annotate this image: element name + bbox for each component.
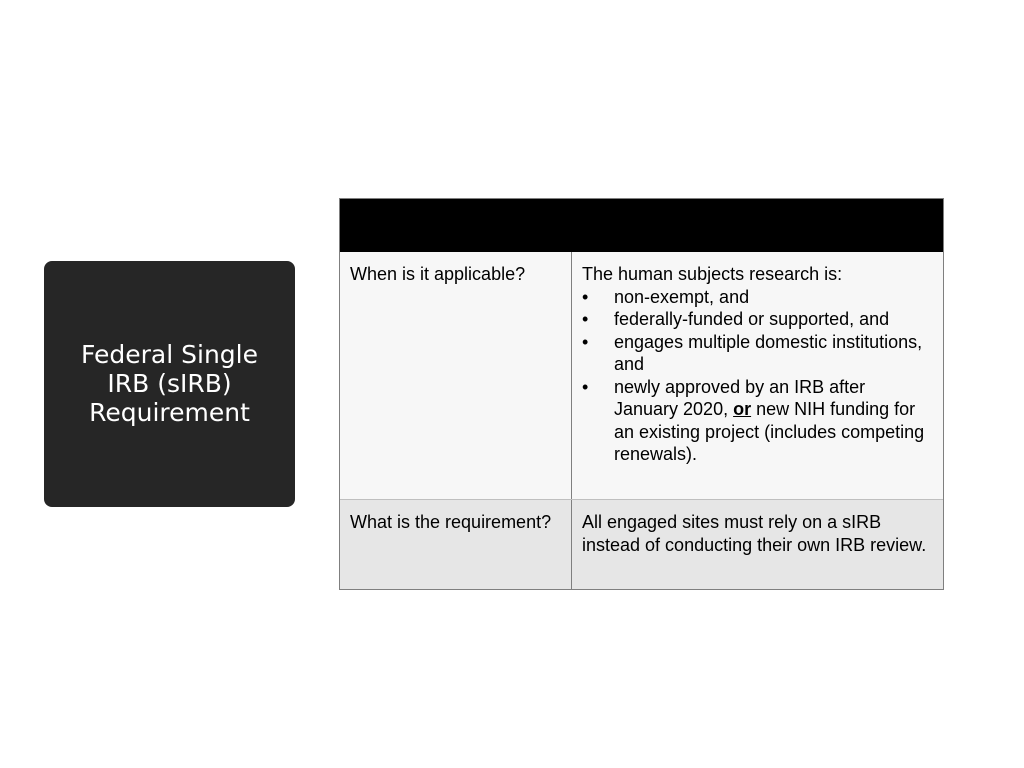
table-header [340, 199, 943, 252]
question-cell: What is the requirement? [340, 500, 572, 589]
title-box [44, 261, 295, 507]
table-row-applicability [340, 252, 943, 499]
answer-cell: All engaged sites must rely on a sIRB instead of conducting their own IRB review. [582, 512, 927, 555]
list-item-text-before: newly approved by an IRB after January 2020, [614, 376, 866, 419]
list-item [582, 376, 933, 466]
list-item [582, 286, 933, 309]
list-item-text-after: new NIH funding for an existing project (includes competing renewals). [614, 399, 925, 464]
question-cell: When is it applicable? [340, 252, 572, 499]
bullet-icon: • [582, 331, 589, 352]
or-emphasis: or [733, 399, 752, 419]
answer-intro: The human subjects research is: [582, 264, 843, 284]
list-item-text [614, 377, 924, 465]
list-item-text: federally-funded or supported, and [614, 309, 890, 329]
list-item-text: engages multiple domestic institutions, and [614, 331, 923, 374]
bullet-icon: • [582, 286, 589, 307]
list-item [582, 308, 933, 331]
answer-cell [572, 252, 943, 499]
slide-title: Federal Single IRB (sIRB) Requirement [81, 339, 258, 427]
sirb-table [339, 198, 944, 590]
table-row-requirement [340, 499, 943, 589]
list-item-text: non-exempt, and [614, 286, 750, 307]
criteria-list [582, 286, 933, 466]
bullet-icon: • [582, 309, 589, 329]
bullet-icon: • [582, 376, 589, 397]
list-item [582, 331, 933, 376]
